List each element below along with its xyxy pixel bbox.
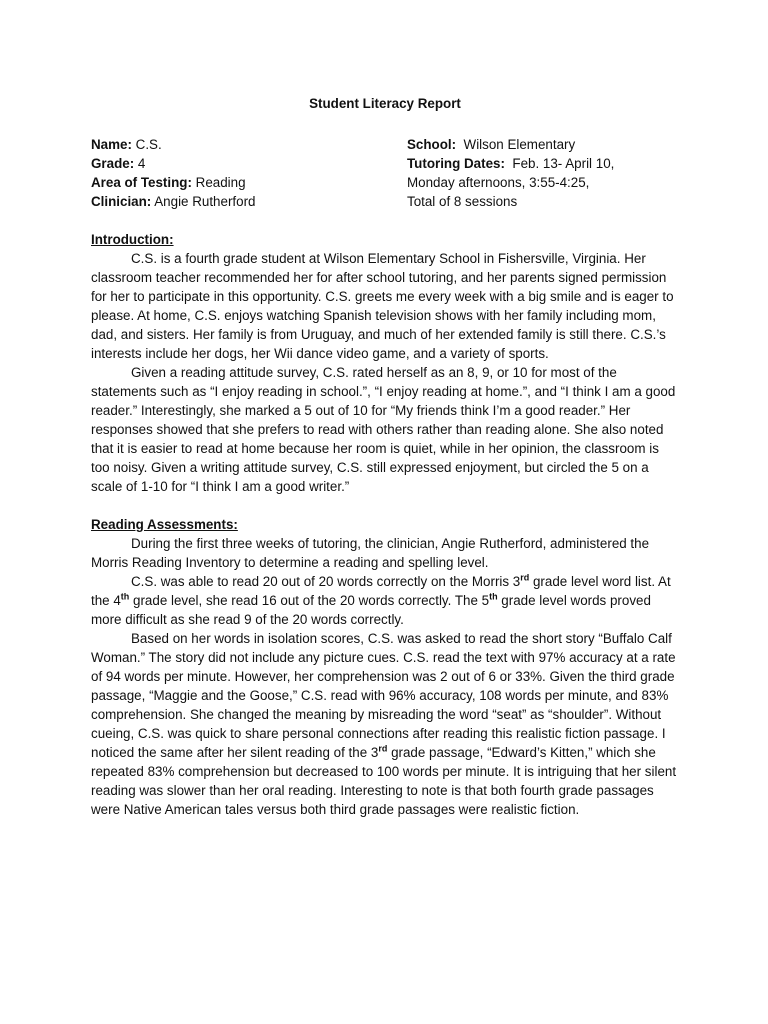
- report-title: Student Literacy Report: [309, 96, 461, 111]
- student-info: [91, 135, 679, 211]
- tutoring-dates-value: Feb. 13- April 10,: [504, 156, 615, 171]
- name-label: Name:: [91, 137, 132, 152]
- area-of-testing-label: Area of Testing:: [91, 175, 192, 190]
- clinician-value: Angie Rutherford: [151, 194, 256, 209]
- clinician-label: Clinician:: [91, 194, 152, 209]
- name-value: C.S.: [131, 137, 162, 152]
- name-line: [91, 135, 401, 154]
- assessments-paragraph-1: During the first three weeks of tutoring, the clinician, Angie Rutherford, administered the Morris Reading Inventory to determine a reading and spelling level.: [91, 536, 650, 570]
- assessments-p3-text-b: grade passage, “Edward’s Kitten,” which she repeated 83% comprehension but decreased to 100 words per minute. It is intriguing that her silent reading was slower than her oral reading. Interesting to note is that both fourth grade passages were Native American tales versus both third grade passages were realistic fiction.: [91, 745, 677, 817]
- area-of-testing-line: [91, 173, 401, 192]
- introduction-heading: Introduction:: [91, 232, 174, 247]
- assessments-paragraph-3: [91, 629, 679, 819]
- report-page: [91, 94, 679, 819]
- student-info-right: [407, 135, 679, 211]
- grade-label: Grade:: [91, 156, 135, 171]
- assessments-p2-text-c: grade level, she read 16 out of the 20 words correctly. The 5: [129, 593, 490, 608]
- tutoring-dates-line: [407, 154, 679, 173]
- section-spacer: [91, 496, 679, 515]
- introduction-paragraph-1: C.S. is a fourth grade student at Wilson Elementary School in Fishersville, Virginia. Her classroom teacher recommended her for after school tutoring, and her parents signed permission for her to participate in this opportunity. C.S. greets me every week with a big smile and is eager to please. At home, C.S. enjoys watching Spanish television shows with her family including mom, dad, and sisters. Her family is from Uruguay, and much of her extended family is still there. C.S.’s interests include her dogs, her Wii dance video game, and a variety of sports.: [91, 251, 674, 361]
- ordinal-suffix: rd: [378, 743, 388, 754]
- reading-assessments-heading: Reading Assessments:: [91, 517, 238, 532]
- schedule-line: Monday afternoons, 3:55-4:25,: [407, 175, 590, 190]
- assessments-p3-text-a: Based on her words in isolation scores, C.S. was asked to read the short story “Buffalo Calf Woman.” The story did not include any picture cues. C.S. read the text with 97% accuracy at a rate of 94 words per minute. However, her comprehension was 2 out of 6 or 33%. Given the third grade passage, “Maggie and the Goose,” C.S. read with 96% accuracy, 108 words per minute, and 83% comprehension. She changed the meaning by misreading the word “seat” as “shoulder”. Without cueing, C.S. was quick to share personal connections after reading this realistic fiction passage. I noticed the same after her silent reading of the 3: [91, 631, 676, 760]
- area-of-testing-value: Reading: [191, 175, 246, 190]
- introduction-paragraph-2: Given a reading attitude survey, C.S. rated herself as an 8, 9, or 10 for most of the statements such as “I enjoy reading in school.”, “I enjoy reading at home.”, and “I think I am a good reader.” Interestingly, she marked a 5 out of 10 for “My friends think I’m a good reader.” Her responses showed that she prefers to read with others rather than reading alone. She also noted that it is easier to read at home because her room is quiet, while in her opinion, the classroom is too noisy. Given a writing attitude survey, C.S. still expressed enjoyment, but circled the 5 on a scale of 1-10 for “I think I am a good writer.”: [91, 365, 676, 494]
- assessments-paragraph-2: [91, 572, 679, 629]
- grade-line: [91, 154, 401, 173]
- assessments-p2-text-a: C.S. was able to read 20 out of 20 words correctly on the Morris 3: [131, 574, 521, 589]
- clinician-line: [91, 192, 401, 211]
- school-line: [407, 135, 679, 154]
- tutoring-dates-label: Tutoring Dates:: [407, 156, 505, 171]
- assessments-p2-text-d: grade level words proved more difficult as she read 9 of the 20 words correctly.: [91, 593, 651, 627]
- school-label: School:: [407, 137, 457, 152]
- ordinal-suffix: rd: [520, 572, 530, 583]
- grade-value: 4: [134, 156, 146, 171]
- student-info-left: [91, 135, 401, 211]
- sessions-line: Total of 8 sessions: [407, 194, 518, 209]
- ordinal-suffix: th: [120, 591, 130, 602]
- ordinal-suffix: th: [489, 591, 498, 602]
- school-value: Wilson Elementary: [456, 137, 576, 152]
- assessments-p2-text-b: grade level word list. At the 4: [91, 574, 671, 608]
